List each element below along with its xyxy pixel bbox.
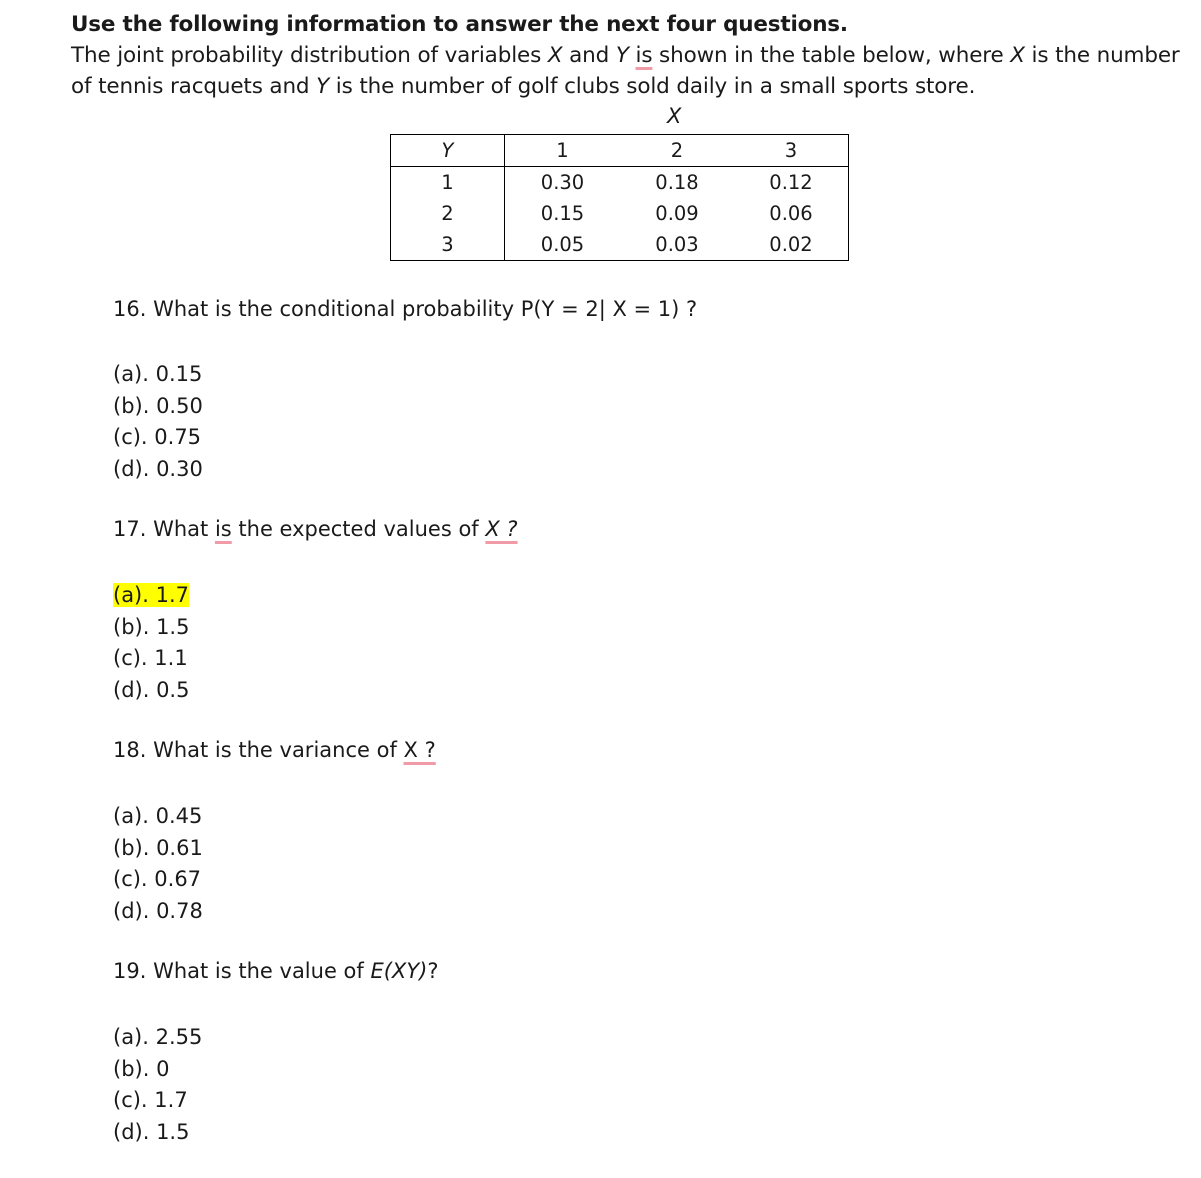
highlighted-answer: (a). 1.7	[113, 583, 190, 607]
y-value: 3	[391, 229, 505, 261]
var-x: X	[547, 43, 563, 68]
probability-cell: 0.06	[769, 202, 813, 225]
question-text-part: ?	[427, 959, 439, 983]
probability-cell: 0.12	[769, 171, 813, 194]
option-b: (b). 0	[113, 1056, 170, 1081]
spellcheck-word: is	[214, 517, 232, 541]
question-text-part: 18. What is the variance of	[113, 738, 404, 762]
question-16-options	[113, 359, 203, 485]
option-c: (c). 1.1	[113, 646, 188, 670]
probability-cell: 0.09	[655, 202, 699, 225]
option-a	[113, 580, 189, 612]
x-value-header: 2	[620, 135, 734, 167]
intro-text-part: and	[562, 43, 616, 68]
option-c: (c). 0.75	[113, 425, 202, 449]
intro-text-part: shown in the table below, where	[652, 43, 1011, 68]
table-y-label: Y	[391, 135, 505, 167]
intro-text-part: is the number of tennis racquets and	[71, 43, 1180, 99]
question-18-options	[113, 801, 203, 927]
spellcheck-word: X ?	[485, 517, 518, 541]
option-d: (d). 0.30	[113, 456, 203, 481]
option-d: (d). 0.5	[113, 677, 190, 702]
probability-cell: 0.18	[655, 171, 699, 194]
var-x: X	[1010, 43, 1025, 68]
y-value: 1	[391, 167, 505, 199]
spellcheck-word: X ?	[403, 738, 436, 762]
probability-cell: 0.05	[540, 233, 585, 256]
var-y: Y	[615, 43, 629, 68]
table-row	[391, 198, 849, 229]
probability-cell: 0.15	[540, 202, 585, 225]
question-19-options	[113, 1022, 202, 1148]
intro-text-part	[629, 43, 636, 68]
option-c: (c). 1.7	[113, 1088, 188, 1112]
y-value: 2	[391, 198, 505, 229]
option-a: (a). 0.45	[113, 804, 203, 828]
probability-cell: 0.02	[769, 233, 813, 256]
option-b: (b). 0.61	[113, 835, 203, 860]
table-row	[391, 167, 849, 199]
probability-cell: 0.30	[540, 171, 585, 194]
option-d: (d). 1.5	[113, 1119, 190, 1144]
intro-text	[71, 40, 1181, 102]
option-a: (a). 2.55	[113, 1025, 203, 1049]
question-text-part: 19. What is the value of	[113, 959, 371, 983]
option-a: (a). 0.15	[113, 362, 203, 386]
x-value-header: 3	[734, 135, 849, 167]
table-header-row	[391, 135, 849, 167]
x-value-header: 1	[505, 135, 621, 167]
expression-exy: E(XY)	[370, 959, 428, 983]
option-b: (b). 0.50	[113, 393, 203, 418]
option-c: (c). 0.67	[113, 867, 202, 891]
question-19	[113, 959, 439, 983]
intro-text-part: The joint probability distribution of variables	[71, 43, 548, 68]
question-17-options	[113, 580, 189, 706]
question-text-part: the expected values of	[231, 517, 486, 541]
option-b: (b). 1.5	[113, 614, 190, 639]
spellcheck-word: is	[635, 43, 653, 68]
option-d: (d). 0.78	[113, 898, 203, 923]
intro-text-part: is the number of golf clubs sold daily in a small sports store.	[329, 74, 976, 99]
joint-distribution-table	[390, 134, 849, 261]
question-16: 16. What is the conditional probability P(Y = 2| X = 1) ?	[113, 297, 698, 321]
intro-heading: Use the following information to answer the next four questions.	[71, 12, 848, 37]
table-row	[391, 229, 849, 261]
probability-cell: 0.03	[655, 233, 699, 256]
intro-block	[71, 9, 1181, 102]
question-17	[113, 517, 518, 541]
question-text-part: 17. What	[113, 517, 215, 541]
question-18	[113, 738, 436, 762]
var-y: Y	[316, 74, 330, 99]
table-x-label: X	[667, 104, 682, 128]
